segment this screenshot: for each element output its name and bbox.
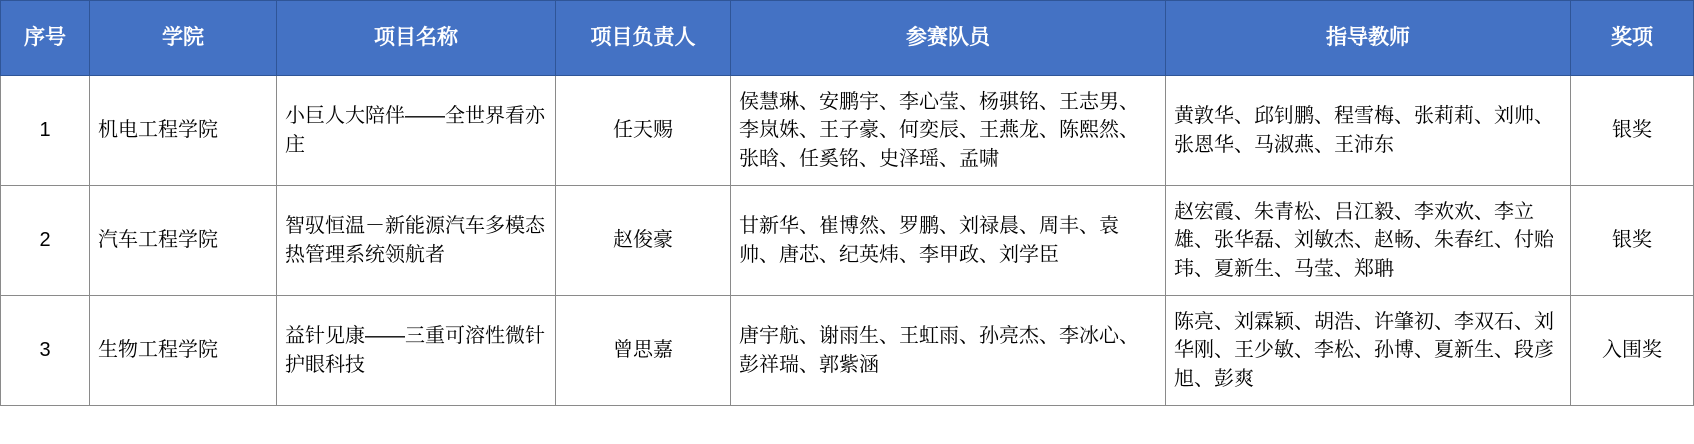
table-row bbox=[1, 296, 1694, 406]
column-header-award: 奖项 bbox=[1571, 1, 1694, 76]
cell-project: 益针见康——三重可溶性微针护眼科技 bbox=[277, 296, 556, 406]
column-header-members: 参赛队员 bbox=[731, 1, 1166, 76]
cell-college: 机电工程学院 bbox=[90, 76, 277, 186]
cell-seq: 1 bbox=[1, 76, 90, 186]
cell-members: 侯慧琳、安鹏宇、李心莹、杨骐铭、王志男、李岚姝、王子豪、何奕辰、王燕龙、陈熙然、张晗、任奚铭、史泽瑶、孟啸 bbox=[731, 76, 1166, 186]
table-row bbox=[1, 186, 1694, 296]
cell-members: 唐宇航、谢雨生、王虹雨、孙亮杰、李冰心、彭祥瑞、郭紫涵 bbox=[731, 296, 1166, 406]
cell-college: 汽车工程学院 bbox=[90, 186, 277, 296]
table-header-row bbox=[1, 1, 1694, 76]
column-header-college: 学院 bbox=[90, 1, 277, 76]
column-header-seq: 序号 bbox=[1, 1, 90, 76]
cell-teachers: 黄敦华、邱钊鹏、程雪梅、张莉莉、刘帅、张恩华、马淑燕、王沛东 bbox=[1166, 76, 1571, 186]
column-header-leader: 项目负责人 bbox=[556, 1, 731, 76]
cell-award: 银奖 bbox=[1571, 76, 1694, 186]
column-header-project: 项目名称 bbox=[277, 1, 556, 76]
column-header-teachers: 指导教师 bbox=[1166, 1, 1571, 76]
cell-members: 甘新华、崔博然、罗鹏、刘禄晨、周丰、袁帅、唐芯、纪英炜、李甲政、刘学臣 bbox=[731, 186, 1166, 296]
cell-leader: 赵俊豪 bbox=[556, 186, 731, 296]
table-body bbox=[1, 76, 1694, 406]
cell-seq: 3 bbox=[1, 296, 90, 406]
cell-seq: 2 bbox=[1, 186, 90, 296]
cell-award: 银奖 bbox=[1571, 186, 1694, 296]
cell-teachers: 赵宏霞、朱青松、吕江毅、李欢欢、李立雄、张华磊、刘敏杰、赵畅、朱春红、付贻玮、夏新生、马莹、郑聃 bbox=[1166, 186, 1571, 296]
table-row bbox=[1, 76, 1694, 186]
cell-leader: 任天赐 bbox=[556, 76, 731, 186]
cell-college: 生物工程学院 bbox=[90, 296, 277, 406]
cell-project: 智驭恒温－新能源汽车多模态热管理系统领航者 bbox=[277, 186, 556, 296]
cell-leader: 曾思嘉 bbox=[556, 296, 731, 406]
cell-project: 小巨人大陪伴——全世界看亦庄 bbox=[277, 76, 556, 186]
table-header bbox=[1, 1, 1694, 76]
cell-teachers: 陈亮、刘霖颖、胡浩、许肇初、李双石、刘华刚、王少敏、李松、孙博、夏新生、段彦旭、彭爽 bbox=[1166, 296, 1571, 406]
cell-award: 入围奖 bbox=[1571, 296, 1694, 406]
